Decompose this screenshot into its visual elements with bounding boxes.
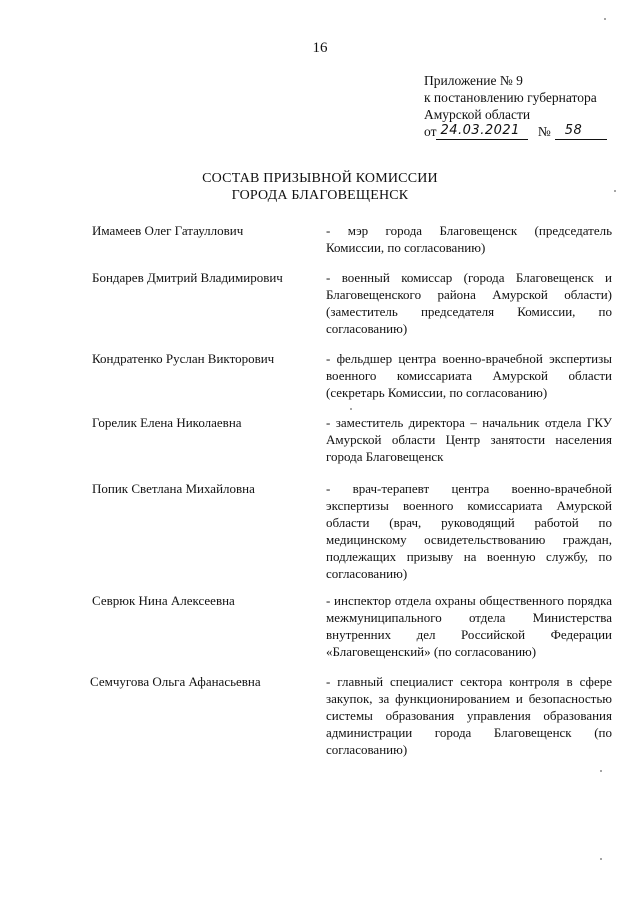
member-name: Семчугова Ольга Афанасьевна	[90, 674, 261, 689]
member-name: Бондарев Дмитрий Владимирович	[92, 270, 283, 285]
member-role: - заместитель директора – начальник отдела ГКУ Амурской области Центр занятости населения города Благовещенск	[326, 415, 612, 464]
member-name: Попик Светлана Михайловна	[92, 481, 255, 496]
scan-speck	[614, 190, 616, 192]
scan-speck	[600, 770, 602, 772]
title-line-1: СОСТАВ ПРИЗЫВНОЙ КОМИССИИ	[202, 171, 438, 186]
appendix-date-line	[424, 123, 624, 140]
appendix-block	[424, 72, 624, 140]
number-label: №	[537, 124, 551, 139]
number-field	[555, 125, 607, 140]
appendix-line-2: к постановлению губернатора	[424, 90, 597, 105]
appendix-line-1: Приложение № 9	[424, 73, 523, 88]
member-role: - главный специалист сектора контроля в сфере закупок, за функционированием и безопасностью системы образования управления образования администрации города Благовещенск (по согласованию)	[326, 674, 612, 757]
member-name: Кондратенко Руслан Викторович	[92, 351, 275, 366]
handwritten-date: 24.03.2021	[440, 123, 520, 138]
scan-speck	[350, 408, 352, 410]
title-line-2: ГОРОДА БЛАГОВЕЩЕНСК	[231, 188, 409, 203]
member-role: - инспектор отдела охраны общественного порядка межмуниципального отдела Министерства внутренних дел Российской Федерации «Благовещенский» (по согласованию)	[326, 593, 612, 659]
member-role: - врач-терапевт центра военно-врачебной экспертизы военного комиссариата Амурской области (врач, руководящий работой по медицинскому освидетельствованию граждан, подлежащих призыву на военную службу, по согласованию)	[326, 481, 612, 581]
appendix-line-3: Амурской области	[424, 107, 531, 122]
scan-speck	[604, 18, 606, 20]
page-number: 16	[312, 40, 328, 56]
member-name: Севрюк Нина Алексеевна	[92, 593, 235, 608]
handwritten-number: 58	[564, 123, 583, 138]
date-field	[436, 125, 528, 140]
document-title	[0, 170, 640, 204]
member-name: Имамеев Олег Гатауллович	[92, 223, 244, 238]
member-role: - военный комиссар (города Благовещенск и Благовещенского района Амурской области) (заместитель председателя Комиссии, по согласованию)	[326, 270, 612, 336]
member-role: - мэр города Благовещенск (председатель Комиссии, по согласованию)	[326, 223, 612, 255]
from-label: от	[424, 124, 437, 139]
scan-speck	[600, 858, 602, 860]
member-name: Горелик Елена Николаевна	[92, 415, 242, 430]
member-role: - фельдшер центра военно-врачебной экспертизы военного комиссариата Амурской области (секретарь Комиссии, по согласованию)	[326, 351, 612, 400]
